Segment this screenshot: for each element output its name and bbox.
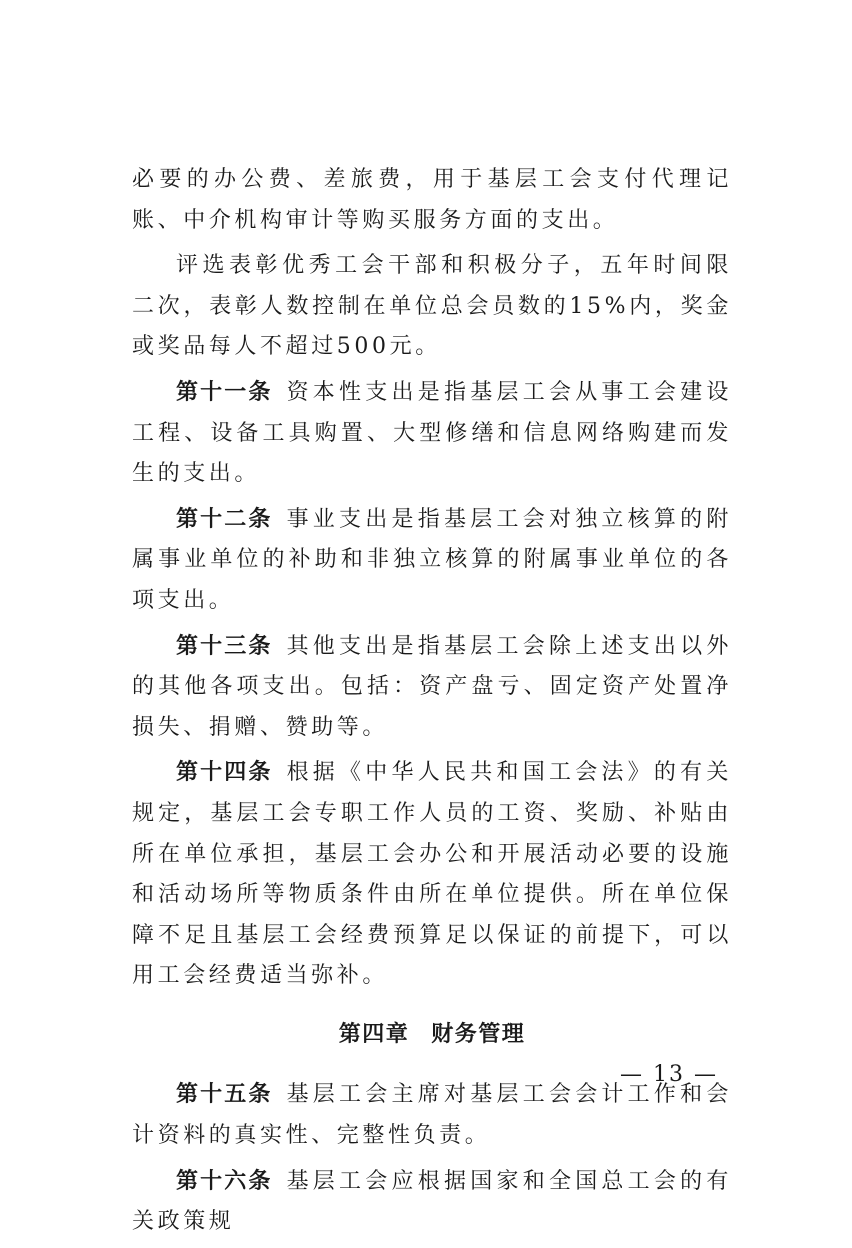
article-text: 基层工会主席对基层工会会计工作和会计资料的真实性、完整性负责。 [132, 1082, 732, 1149]
paragraph [132, 246, 732, 368]
chapter-heading [132, 1015, 732, 1056]
article-14 [132, 753, 732, 997]
article-13 [132, 627, 732, 749]
article-15 [132, 1075, 732, 1156]
article-number: 第十一条 [176, 379, 273, 405]
article-number: 第十四条 [176, 760, 273, 786]
chapter-number: 第四章 [338, 1021, 410, 1047]
article-text: 事业支出是指基层工会对独立核算的附属事业单位的补助和非独立核算的附属事业单位的各项支出。 [132, 506, 732, 613]
paragraph-text: 评选表彰优秀工会干部和积极分子，五年时间限二次，表彰人数控制在单位总会员数的15%内，奖金或奖品每人不超过500元。 [132, 253, 732, 360]
article-text: 基层工会应根据国家和全国总工会的有关政策规 [132, 1168, 732, 1235]
article-16 [132, 1162, 732, 1243]
article-number: 第十六条 [176, 1168, 273, 1194]
paragraph-text: 必要的办公费、差旅费，用于基层工会支付代理记账、中介机构审计等购买服务方面的支出。 [132, 167, 732, 233]
article-text: 资本性支出是指基层工会从事工会建设工程、设备工具购置、大型修缮和信息网络购建而发生的支出。 [132, 379, 732, 487]
page-number: — 13 — [620, 1062, 718, 1087]
paragraph [132, 160, 732, 241]
chapter-title: 财务管理 [431, 1021, 526, 1047]
article-text: 根据《中华人民共和国工会法》的有关规定，基层工会专职工作人员的工资、奖励、补贴由所在单位承担，基层工会办公和开展活动必要的设施和活动场所等物质条件由所在单位提供。所在单位保障不足且基层工会经费预算足以保证的前提下，可以用工会经费适当弥补。 [132, 760, 732, 989]
article-number: 第十二条 [176, 506, 273, 532]
article-12 [132, 500, 732, 622]
article-11 [132, 373, 732, 495]
article-number: 第十五条 [176, 1082, 273, 1108]
article-number: 第十三条 [176, 633, 273, 659]
article-text: 其他支出是指基层工会除上述支出以外的其他各项支出。包括：资产盘亏、固定资产处置净损失、捐赠、赞助等。 [132, 633, 732, 740]
